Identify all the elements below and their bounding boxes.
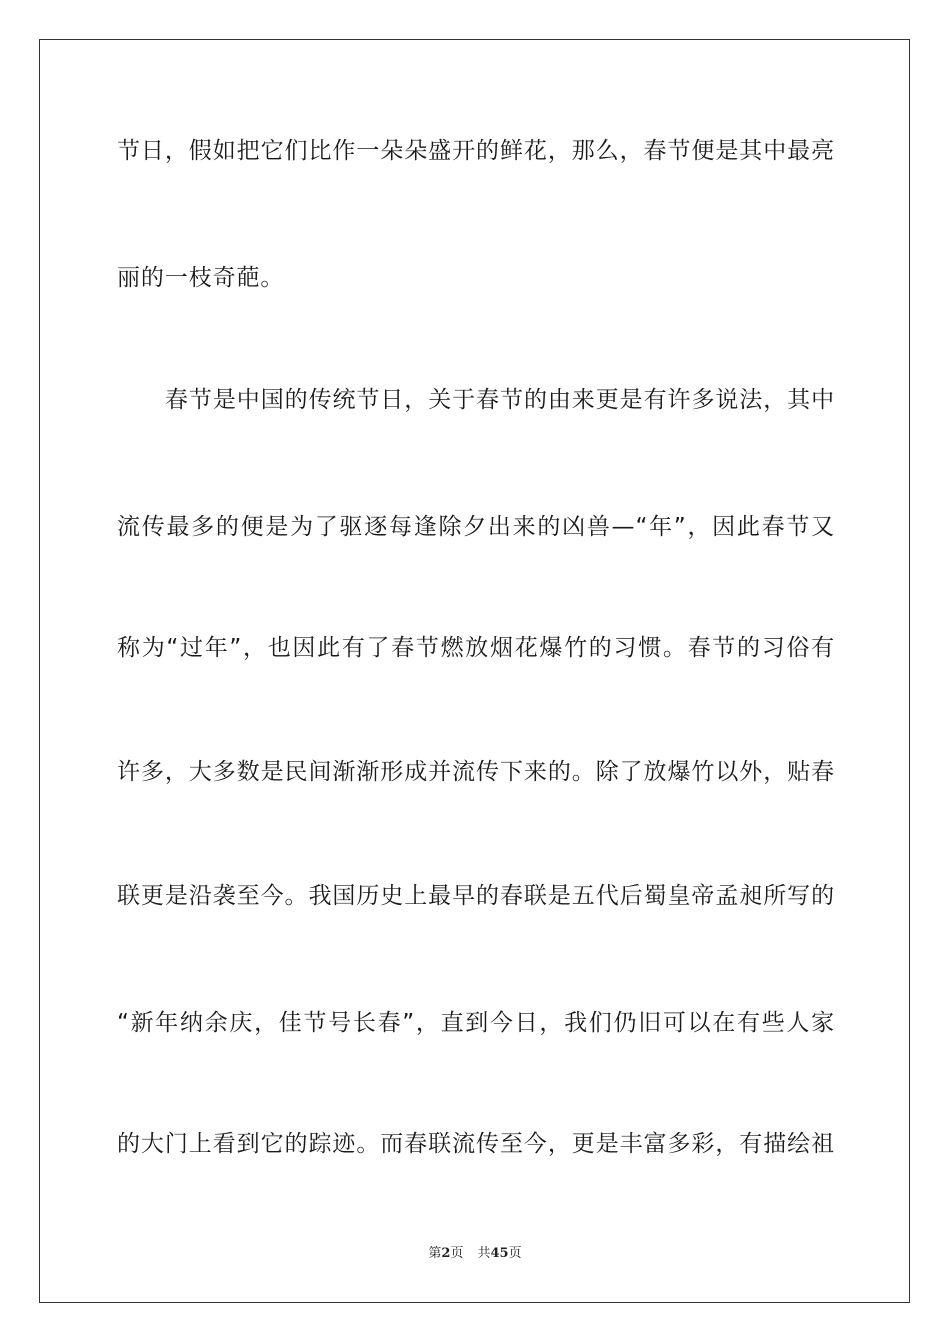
page-footer [0, 1245, 950, 1263]
text-line-4: 流传最多的便是为了驱逐每逢除夕出来的凶兽—“年”，因此春节又 [117, 514, 835, 540]
text-line-6: 许多，大多数是民间渐渐形成并流传下来的。除了放爆竹以外，贴春 [117, 759, 835, 785]
total-prefix: 共 [477, 1246, 491, 1261]
text-line-2: 丽的一枝奇葩。 [117, 265, 285, 291]
text-line-8: “新年纳余庆，佳节号长春”，直到今日，我们仍旧可以在有些人家 [117, 1010, 835, 1036]
total-pages: 45 [490, 1246, 509, 1261]
text-line-5: 称为“过年”，也因此有了春节燃放烟花爆竹的习惯。春节的习俗有 [117, 635, 835, 661]
total-suffix: 页 [508, 1246, 522, 1261]
page-prefix: 第 [428, 1246, 442, 1261]
text-line-1: 节日，假如把它们比作一朵朵盛开的鲜花，那么，春节便是其中最亮 [117, 138, 835, 164]
page-suffix: 页 [450, 1246, 464, 1261]
text-line-9: 的大门上看到它的踪迹。而春联流传至今，更是丰富多彩，有描绘祖 [117, 1131, 835, 1157]
page-border [39, 39, 910, 1303]
text-line-7: 联更是沿袭至今。我国历史上最早的春联是五代后蜀皇帝孟昶所写的 [117, 883, 835, 909]
page-number: 2 [441, 1246, 451, 1261]
text-line-3: 春节是中国的传统节日，关于春节的由来更是有许多说法，其中 [165, 387, 835, 413]
